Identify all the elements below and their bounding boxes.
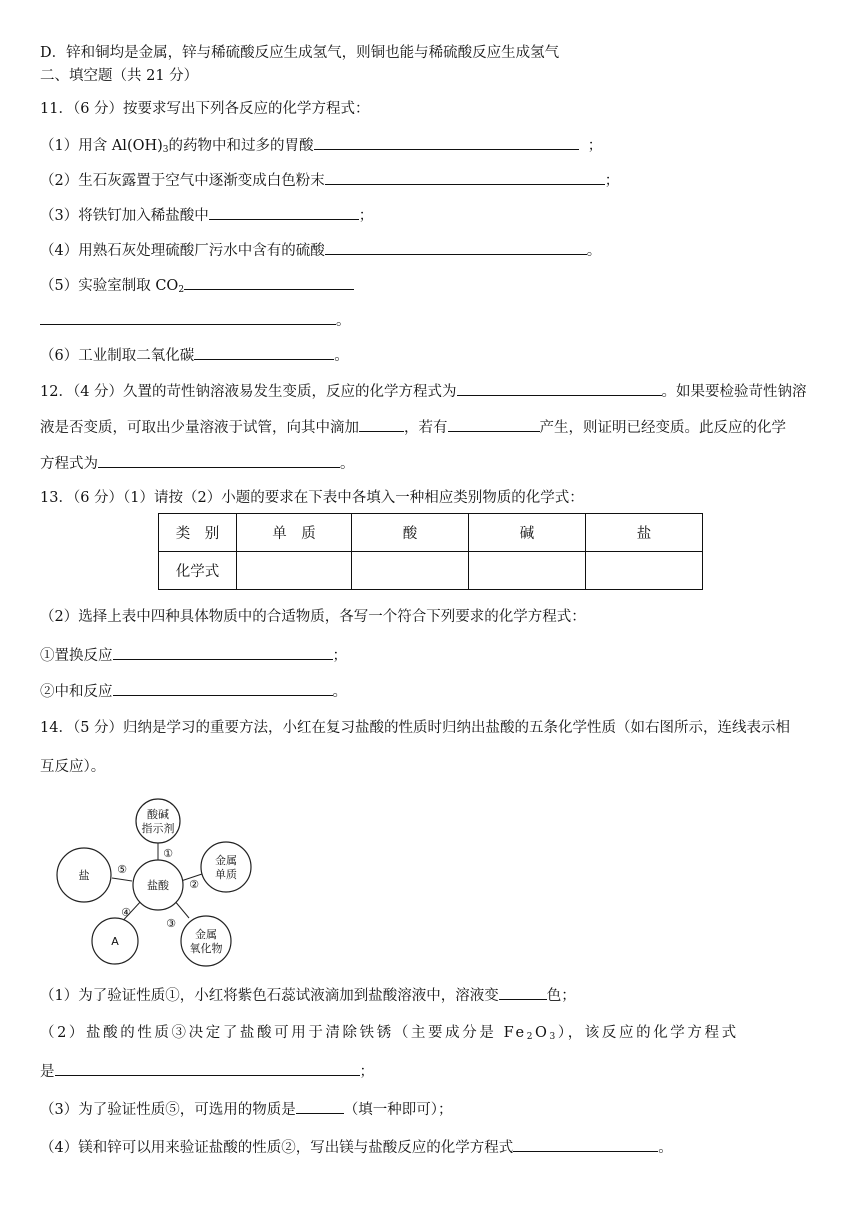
answer-blank[interactable] <box>325 169 605 185</box>
answer-blank[interactable] <box>457 380 662 396</box>
q12-line2: 液是否变质，可取出少量溶液于试管，向其中滴加 ，若有 产生，则证明已经变质。此反应的化学 <box>40 416 820 438</box>
hydrochloric-acid-properties-diagram <box>50 793 270 968</box>
answer-blank[interactable] <box>184 274 354 290</box>
salt-label: 盐 <box>78 869 90 882</box>
q14-part2-line2: 是 ； <box>40 1060 820 1082</box>
table-row-label: 化学式 <box>159 552 237 590</box>
table-header-cell: 类 别 <box>159 514 237 552</box>
q13-replacement-reaction: ①置换反应 ； <box>40 644 820 666</box>
answer-blank[interactable] <box>194 344 334 360</box>
q12-line1: 12．（4 分）久置的苛性钠溶液易发生变质，反应的化学方程式为 。如果要检验苛性钠溶 <box>40 380 820 402</box>
q11-part4: （4）用熟石灰处理硫酸厂污水中含有的硫酸 。 <box>40 239 820 261</box>
metal-label: 单质 <box>215 868 237 881</box>
q13-stem: 13．（6 分）（1）请按（2）小题的要求在下表中各填入一种相应类别物质的化学式： <box>40 490 584 506</box>
indicator-node <box>136 799 180 843</box>
section-heading-fill-in: 二、填空题（共 21 分） <box>40 68 199 84</box>
q11-part2: （2）生石灰露置于空气中逐渐变成白色粉末 ； <box>40 169 820 191</box>
answer-blank[interactable] <box>513 1136 658 1152</box>
indicator-label: 酸碱 <box>147 808 169 821</box>
q11-part5-continuation: 。 <box>40 309 820 331</box>
answer-blank[interactable] <box>325 239 587 255</box>
q12-line3: 方程式为 。 <box>40 452 820 474</box>
property-number: ③ <box>166 917 176 930</box>
q14-part2-line1: （2）盐酸的性质③决定了盐酸可用于清除铁锈（主要成分是 $Fe_2O_3$），该反应的化学方程式 <box>40 1025 739 1042</box>
oxide-label: 氧化物 <box>189 942 223 955</box>
q14-part1: （1）为了验证性质①，小红将紫色石蕊试液滴加到盐酸溶液中，溶液变 色； <box>40 984 820 1006</box>
q11-part6: （6）工业制取二氧化碳 。 <box>40 344 820 366</box>
table-row <box>159 552 703 590</box>
answer-blank[interactable] <box>40 309 336 325</box>
answer-blank[interactable] <box>314 134 579 150</box>
connector-line <box>112 878 132 881</box>
table-header-cell: 单 质 <box>237 514 352 552</box>
answer-cell[interactable] <box>237 552 352 590</box>
property-number: ⑤ <box>117 863 127 876</box>
q14-part3: （3）为了验证性质⑤，可选用的物质是 （填一种即可）； <box>40 1098 820 1120</box>
q11-stem: 11．（6 分）按要求写出下列各反应的化学方程式： <box>40 101 370 117</box>
answer-blank[interactable] <box>98 452 340 468</box>
q13-neutralization-reaction: ②中和反应 。 <box>40 680 820 702</box>
answer-blank[interactable] <box>296 1098 344 1114</box>
oxide-node <box>181 916 231 966</box>
table-header-cell: 碱 <box>469 514 586 552</box>
answer-cell[interactable] <box>586 552 703 590</box>
q11-part3: （3）将铁钉加入稀盐酸中 ； <box>40 204 820 226</box>
property-number: ① <box>163 847 173 860</box>
table-header-cell: 盐 <box>586 514 703 552</box>
answer-blank[interactable] <box>113 644 333 660</box>
q11-part5: （5）实验室制取 $CO_2$ <box>40 274 820 300</box>
oxide-label: 金属 <box>195 928 217 941</box>
answer-blank[interactable] <box>113 680 333 696</box>
q14-line2: 互反应）。 <box>40 759 106 775</box>
q13-part2: （2）选择上表中四种具体物质中的合适物质，各写一个符合下列要求的化学方程式： <box>40 609 586 625</box>
q13-table <box>158 513 703 590</box>
answer-blank[interactable] <box>359 416 404 432</box>
answer-blank[interactable] <box>55 1060 360 1076</box>
answer-blank[interactable] <box>209 204 359 220</box>
answer-blank[interactable] <box>448 416 540 432</box>
metal-node <box>201 842 251 892</box>
option-d-text: D．锌和铜均是金属，锌与稀硫酸反应生成氢气，则铜也能与稀硫酸反应生成氢气 <box>40 45 560 61</box>
answer-cell[interactable] <box>469 552 586 590</box>
table-header-cell: 酸 <box>352 514 469 552</box>
q14-part4: （4）镁和锌可以用来验证盐酸的性质②，写出镁与盐酸反应的化学方程式 。 <box>40 1136 820 1158</box>
metal-label: 金属 <box>215 854 237 867</box>
answer-blank[interactable] <box>499 984 547 1000</box>
table-header-row <box>159 514 703 552</box>
center-label: 盐酸 <box>147 879 169 892</box>
property-number: ④ <box>121 906 131 919</box>
q11-part1: （1）用含 $Al(OH)_3$的药物中和过多的胃酸 ； <box>40 134 820 160</box>
indicator-label: 指示剂 <box>141 822 175 835</box>
a-label: A <box>111 935 119 948</box>
answer-cell[interactable] <box>352 552 469 590</box>
q14-line1: 14．（5 分）归纳是学习的重要方法，小红在复习盐酸的性质时归纳出盐酸的五条化学性质（如右图所示，连线表示相 <box>40 720 791 736</box>
property-number: ② <box>189 878 199 891</box>
